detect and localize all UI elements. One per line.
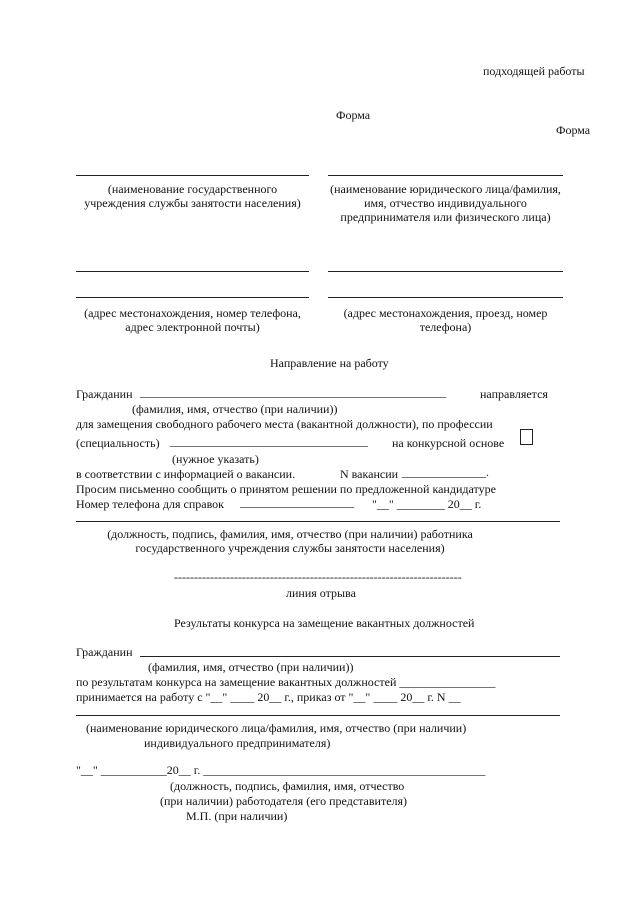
specialty-label: (специальность) bbox=[76, 436, 160, 450]
signature-line bbox=[76, 521, 560, 522]
specify-caption: (нужное указать) bbox=[172, 452, 259, 466]
results-title: Результаты конкурса на замещение вакантных должностей bbox=[174, 616, 475, 630]
form-label-center: Форма bbox=[336, 108, 371, 122]
org-name-line-left bbox=[76, 175, 309, 176]
org-name-line-right bbox=[328, 175, 563, 176]
vacancy-line: для замещения свободного рабочего места (вакантной должности), по профессии bbox=[76, 417, 493, 431]
signature-caption: (должность, подпись, фамилия, имя, отчество (при наличии) работника государственного учреждения службы занятости населения) bbox=[107, 527, 473, 555]
sign-caption-1: (должность, подпись, фамилия, имя, отчество bbox=[170, 779, 405, 793]
competitive-checkbox[interactable] bbox=[520, 429, 533, 445]
tear-line-label: линия отрыва bbox=[286, 586, 356, 600]
left-org-caption: (наименование государственного учреждения службы занятости населения) bbox=[84, 182, 301, 210]
phone-field[interactable]: ___________________ bbox=[240, 495, 354, 509]
accordance-label: в соответствии с информацией о вакансии. bbox=[76, 467, 296, 481]
tear-line-dashes: ------------------------------------------------------------------------ bbox=[174, 570, 462, 584]
phone-label: Номер телефона для справок bbox=[76, 497, 225, 511]
form-label-right: Форма bbox=[556, 123, 591, 137]
competitive-label: на конкурсной основе bbox=[392, 436, 505, 450]
vacancy-number-field[interactable]: ______________. bbox=[402, 465, 489, 479]
employer-line[interactable] bbox=[76, 715, 560, 716]
sent-label: направляется bbox=[480, 387, 548, 401]
fio-caption: (фамилия, имя, отчество (при наличии)) bbox=[132, 402, 338, 416]
sign-caption-2: (при наличии) работодателя (его представителя) bbox=[160, 794, 408, 808]
address-line-right-2 bbox=[328, 297, 563, 298]
vacancy-number-label: N вакансии bbox=[340, 467, 399, 481]
results-citizen-label: Гражданин bbox=[76, 645, 133, 659]
top-right-note: подходящей работы bbox=[483, 64, 585, 78]
phone-date[interactable]: "__" ________ 20__ г. bbox=[372, 497, 482, 511]
address-line-left-1 bbox=[76, 271, 309, 272]
address-line-right-1 bbox=[328, 271, 563, 272]
left-address-caption: (адрес местонахождения, номер телефона, адрес электронной почты) bbox=[84, 306, 301, 334]
stamp-label: М.П. (при наличии) bbox=[186, 809, 288, 823]
results-line: по результатам конкурса на замещение вакантных должностей ________________ bbox=[76, 675, 496, 689]
employer-caption-2: индивидуального предпринимателя) bbox=[144, 736, 331, 750]
right-address-caption: (адрес местонахождения, проезд, номер телефона) bbox=[343, 306, 548, 334]
specialty-field[interactable]: _________________________________ bbox=[170, 434, 368, 448]
address-line-left-2 bbox=[76, 297, 309, 298]
results-fio-caption: (фамилия, имя, отчество (при наличии)) bbox=[148, 660, 354, 674]
citizen-name-field[interactable]: ___________________________________________________ bbox=[140, 385, 446, 399]
results-date-line[interactable]: "__" ___________20__ г. _______________________________________________ bbox=[76, 763, 486, 777]
results-citizen-line[interactable] bbox=[140, 656, 560, 657]
right-org-caption: (наименование юридического лица/фамилия, имя, отчество индивидуального предпринимателя или физического лица) bbox=[330, 182, 561, 224]
hired-line: принимается на работу с "__" ____ 20__ г., приказ от "__" ____ 20__ г. N __ bbox=[76, 690, 461, 704]
citizen-label: Гражданин bbox=[76, 387, 133, 401]
employer-caption-1: (наименование юридического лица/фамилия, имя, отчество (при наличии) bbox=[86, 721, 467, 735]
referral-title: Направление на работу bbox=[270, 356, 389, 370]
request-line: Просим письменно сообщить о принятом решении по предложенной кандидатуре bbox=[76, 482, 496, 496]
